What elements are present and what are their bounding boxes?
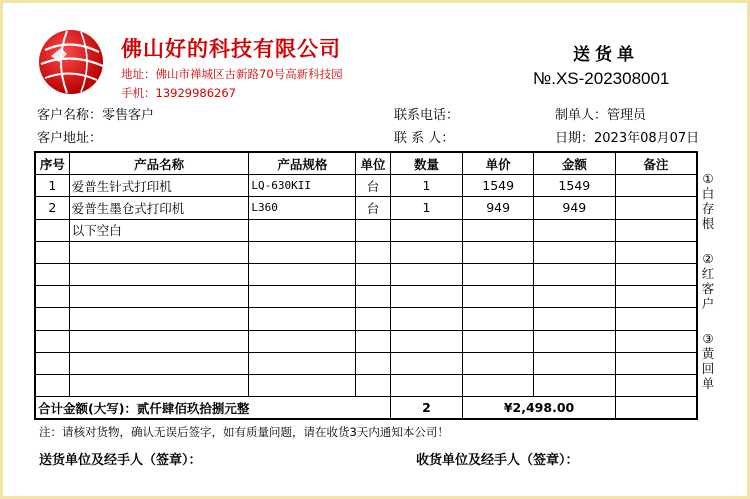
cell-name: 爱普生墨仓式打印机 [69,197,249,219]
contact-phone-label: 联系电话： [394,108,460,123]
cell-price: 949 [463,197,534,219]
copy-text: 红 客 户 [701,266,715,311]
table-header-row [35,152,697,175]
empty-row [35,352,697,374]
cell-spec [249,219,356,241]
cell-amount: 1549 [533,175,615,197]
cell-no: 2 [35,197,69,219]
header-remark: 备注 [615,152,697,175]
customer-name-value: 零售客户 [102,108,155,123]
cell-qty: 1 [390,175,463,197]
copy-white-stub [701,171,715,231]
cell-unit: 台 [356,175,390,197]
cell-unit: 台 [356,197,390,219]
cell-no: 1 [35,175,69,197]
table-row [35,197,697,219]
cell-qty: 1 [390,197,463,219]
cell-remark [615,175,697,197]
cell-remark [615,197,697,219]
maker-row [555,104,646,123]
header-amount: 金额 [533,152,615,175]
total-amount: ¥2,498.00 [463,397,615,420]
total-remark [615,397,697,420]
cell-spec: L360 [249,197,356,219]
document-number: №.XS-202308001 [533,69,670,88]
maker-label: 制单人： [555,108,608,123]
cell-name: 爱普生针式打印机 [69,175,249,197]
customer-name-row [37,104,154,123]
sender-signature-label: 送货单位及经手人（签章）： [39,453,202,468]
empty-row [35,263,697,285]
cell-amount: 949 [533,197,615,219]
copy-text: 白 存 根 [701,186,715,231]
empty-row [35,330,697,352]
maker-value: 管理员 [607,108,647,123]
cell-remark [615,219,697,241]
header-unit: 单位 [356,152,390,175]
cell-amount [533,219,615,241]
customer-address-label: 客户地址： [37,131,103,146]
copy-text: 黄 回 单 [701,346,715,391]
copy-mark: ① [702,171,714,186]
total-row [35,397,697,420]
empty-row [35,241,697,263]
date-value: 2023年08月07日 [594,131,700,146]
empty-row [35,374,697,396]
cell-name: 以下空白 [69,219,249,241]
header-spec: 产品规格 [249,152,356,175]
cell-spec: LQ-630KII [249,175,356,197]
company-phone: 手机：13929986267 [121,86,236,100]
header-qty: 数量 [390,152,463,175]
empty-row [35,286,697,308]
copy-mark: ③ [702,331,714,346]
cell-price [463,219,534,241]
goods-table [34,151,698,420]
copy-red-customer [701,251,715,311]
copy-yellow-return [701,331,715,391]
cell-unit [356,219,390,241]
total-qty: 2 [390,397,463,420]
cell-price: 1549 [463,175,534,197]
document-title: 送货单 [573,45,639,65]
date-row [555,127,699,146]
delivery-note [3,3,747,496]
customer-name-label: 客户名称： [37,108,103,123]
total-amount-words: 合计金额(大写)：贰仟肆佰玖拾捌元整 [35,397,390,420]
header-name: 产品名称 [69,152,249,175]
footer-note: 注：请核对货物，确认无误后签字，如有质量问题，请在收货3天内通知本公司！ [39,425,449,439]
globe-logo-icon [37,28,105,96]
copy-mark: ② [702,251,714,266]
contact-person-label: 联 系 人： [394,131,455,146]
date-label: 日期： [555,131,595,146]
company-name: 佛山好的科技有限公司 [121,37,341,61]
header-no: 序号 [35,152,69,175]
cell-qty [390,219,463,241]
receiver-signature-label: 收货单位及经手人（签章）： [416,453,579,468]
company-address: 地址：佛山市禅城区古新路70号高新科技园 [121,67,343,81]
cell-no [35,219,69,241]
header-price: 单价 [463,152,534,175]
table-row [35,219,697,241]
empty-row [35,308,697,330]
table-row [35,175,697,197]
